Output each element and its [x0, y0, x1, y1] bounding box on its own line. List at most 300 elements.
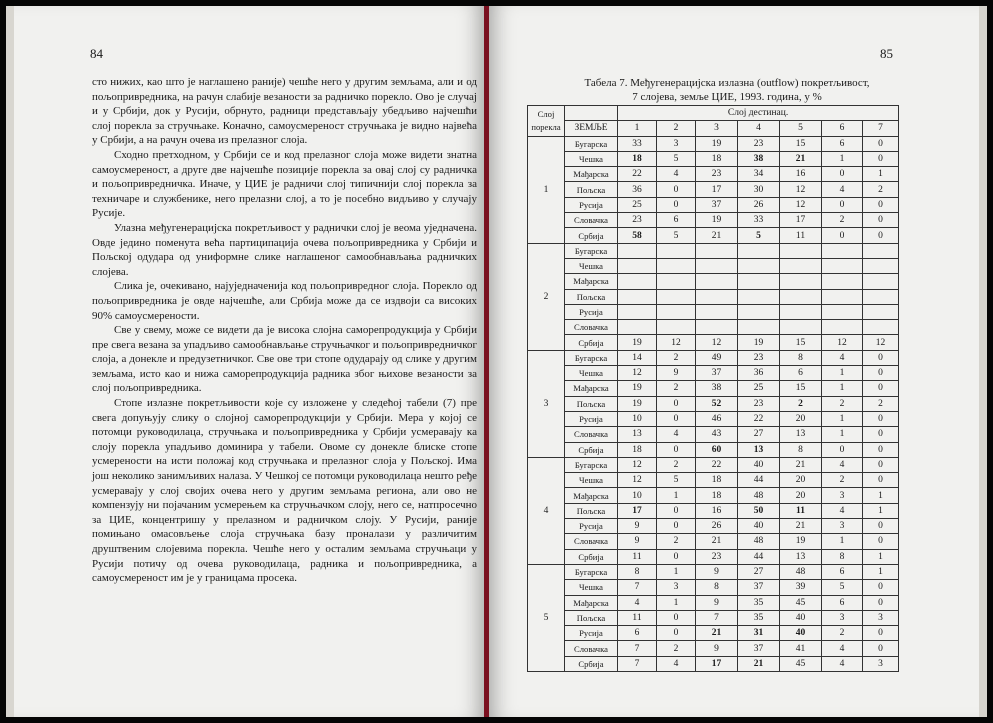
value-cell — [696, 274, 738, 289]
value-cell: 23 — [738, 136, 780, 151]
value-cell: 58 — [618, 228, 657, 243]
value-cell: 16 — [696, 503, 738, 518]
country-cell: Пољска — [565, 503, 618, 518]
value-cell: 6 — [822, 136, 863, 151]
country-cell: Словачка — [565, 427, 618, 442]
value-cell — [618, 258, 657, 273]
value-cell: 25 — [618, 197, 657, 212]
value-cell: 7 — [696, 610, 738, 625]
table-row — [528, 457, 899, 472]
value-cell: 0 — [863, 595, 899, 610]
value-cell: 19 — [696, 136, 738, 151]
value-cell: 2 — [780, 396, 822, 411]
value-cell: 34 — [738, 167, 780, 182]
value-cell — [822, 304, 863, 319]
table-row — [528, 167, 899, 182]
value-cell: 0 — [863, 411, 899, 426]
origin-cell: 3 — [528, 350, 565, 457]
value-cell: 39 — [780, 580, 822, 595]
value-cell: 3 — [822, 488, 863, 503]
table-row — [528, 274, 899, 289]
header-blank — [565, 106, 618, 121]
value-cell: 17 — [696, 182, 738, 197]
value-cell: 3 — [822, 519, 863, 534]
value-cell: 27 — [738, 564, 780, 579]
country-cell: Чешка — [565, 151, 618, 166]
value-cell — [822, 243, 863, 258]
value-cell: 46 — [696, 411, 738, 426]
value-cell: 0 — [657, 197, 696, 212]
country-cell: Мађарска — [565, 167, 618, 182]
value-cell: 2 — [657, 457, 696, 472]
value-cell: 11 — [780, 228, 822, 243]
value-cell: 60 — [696, 442, 738, 457]
value-cell: 7 — [618, 656, 657, 671]
value-cell: 0 — [657, 519, 696, 534]
value-cell: 3 — [863, 656, 899, 671]
value-cell: 5 — [657, 151, 696, 166]
value-cell: 23 — [696, 549, 738, 564]
value-cell: 7 — [618, 641, 657, 656]
value-cell: 0 — [863, 136, 899, 151]
table-row — [528, 549, 899, 564]
value-cell — [696, 320, 738, 335]
value-cell: 33 — [738, 213, 780, 228]
table-row — [528, 396, 899, 411]
header-dest-col: 7 — [863, 121, 899, 136]
value-cell — [738, 274, 780, 289]
book-edge-right — [979, 6, 987, 717]
value-cell: 2 — [822, 396, 863, 411]
table-row — [528, 213, 899, 228]
value-cell: 0 — [657, 442, 696, 457]
table-row — [528, 258, 899, 273]
value-cell: 41 — [780, 641, 822, 656]
value-cell: 23 — [738, 350, 780, 365]
value-cell — [657, 274, 696, 289]
value-cell: 12 — [657, 335, 696, 350]
value-cell: 12 — [780, 197, 822, 212]
value-cell: 15 — [780, 335, 822, 350]
value-cell: 1 — [863, 549, 899, 564]
value-cell — [618, 320, 657, 335]
value-cell: 16 — [780, 167, 822, 182]
value-cell: 35 — [738, 610, 780, 625]
value-cell — [738, 243, 780, 258]
country-cell: Пољска — [565, 289, 618, 304]
value-cell: 1 — [863, 503, 899, 518]
value-cell — [657, 243, 696, 258]
value-cell: 44 — [738, 549, 780, 564]
value-cell — [822, 274, 863, 289]
value-cell: 5 — [657, 228, 696, 243]
table-row — [528, 182, 899, 197]
value-cell: 9 — [696, 564, 738, 579]
country-cell: Србија — [565, 656, 618, 671]
country-cell: Словачка — [565, 213, 618, 228]
table-row — [528, 473, 899, 488]
value-cell — [822, 258, 863, 273]
country-cell: Словачка — [565, 641, 618, 656]
table-row — [528, 136, 899, 151]
value-cell: 8 — [696, 580, 738, 595]
country-cell: Пољска — [565, 396, 618, 411]
value-cell — [738, 258, 780, 273]
value-cell: 1 — [822, 411, 863, 426]
value-cell — [780, 258, 822, 273]
value-cell: 4 — [822, 182, 863, 197]
value-cell — [822, 289, 863, 304]
value-cell: 35 — [738, 595, 780, 610]
value-cell: 0 — [863, 442, 899, 457]
country-cell: Русија — [565, 304, 618, 319]
value-cell — [863, 289, 899, 304]
value-cell: 3 — [822, 610, 863, 625]
value-cell: 4 — [657, 656, 696, 671]
value-cell: 8 — [822, 549, 863, 564]
value-cell: 1 — [863, 167, 899, 182]
value-cell: 12 — [863, 335, 899, 350]
value-cell: 0 — [822, 197, 863, 212]
value-cell — [618, 289, 657, 304]
value-cell: 6 — [822, 564, 863, 579]
value-cell — [657, 258, 696, 273]
value-cell: 33 — [618, 136, 657, 151]
caption-line: 7 слојева, земље ЦИЕ, 1993. година, у % — [632, 91, 822, 103]
caption-line: Табела 7. Међугенерациjска излазна (outflow) покретљивост, — [584, 77, 870, 89]
table-row — [528, 335, 899, 350]
value-cell: 0 — [657, 411, 696, 426]
value-cell: 45 — [780, 595, 822, 610]
value-cell: 13 — [738, 442, 780, 457]
value-cell: 40 — [780, 626, 822, 641]
value-cell: 4 — [657, 427, 696, 442]
country-cell: Чешка — [565, 366, 618, 381]
value-cell: 0 — [863, 350, 899, 365]
table-row — [528, 243, 899, 258]
country-cell: Србија — [565, 228, 618, 243]
country-cell: Србија — [565, 549, 618, 564]
value-cell: 2 — [657, 641, 696, 656]
value-cell: 23 — [738, 396, 780, 411]
table-row — [528, 304, 899, 319]
value-cell — [780, 289, 822, 304]
value-cell: 19 — [780, 534, 822, 549]
value-cell: 21 — [738, 656, 780, 671]
value-cell — [780, 320, 822, 335]
value-cell: 17 — [780, 213, 822, 228]
table-row — [528, 442, 899, 457]
value-cell: 5 — [738, 228, 780, 243]
value-cell: 43 — [696, 427, 738, 442]
value-cell: 12 — [696, 335, 738, 350]
value-cell: 4 — [822, 656, 863, 671]
value-cell: 3 — [657, 136, 696, 151]
country-cell: Бугарска — [565, 564, 618, 579]
country-cell: Чешка — [565, 580, 618, 595]
value-cell: 12 — [618, 473, 657, 488]
value-cell: 0 — [863, 534, 899, 549]
value-cell: 4 — [657, 167, 696, 182]
value-cell: 44 — [738, 473, 780, 488]
book-edge-left — [6, 6, 14, 717]
table-caption — [527, 76, 927, 104]
value-cell: 40 — [780, 610, 822, 625]
value-cell: 26 — [738, 197, 780, 212]
value-cell: 21 — [780, 457, 822, 472]
value-cell — [657, 320, 696, 335]
paragraph: Слика је, очекивано, најуједначенија код пољопривредног слоја. Порекло од пољопривредника је овде најчешће, али Србија може да се издвоји са високих 90% самоусмерености. — [92, 280, 477, 322]
table-row — [528, 488, 899, 503]
value-cell — [863, 274, 899, 289]
value-cell: 40 — [738, 457, 780, 472]
value-cell: 4 — [822, 350, 863, 365]
value-cell — [780, 243, 822, 258]
value-cell: 38 — [696, 381, 738, 396]
country-cell: Русија — [565, 197, 618, 212]
page-number: 84 — [90, 46, 103, 61]
value-cell: 19 — [618, 381, 657, 396]
value-cell: 2 — [822, 626, 863, 641]
value-cell: 9 — [618, 519, 657, 534]
country-cell: Бугарска — [565, 350, 618, 365]
country-cell: Бугарска — [565, 136, 618, 151]
value-cell: 18 — [696, 473, 738, 488]
value-cell: 0 — [657, 396, 696, 411]
mobility-table — [527, 105, 899, 672]
value-cell: 18 — [618, 151, 657, 166]
value-cell: 21 — [780, 151, 822, 166]
country-cell: Словачка — [565, 534, 618, 549]
value-cell: 1 — [822, 366, 863, 381]
value-cell: 37 — [738, 641, 780, 656]
value-cell: 1 — [657, 564, 696, 579]
paragraph: сто нижих, као што је наглашено раније) чешће него у другим земљама, али и од пољопривредника, на рачун слабије везаности за радничко порекло. Ово је случај и у Србији, док у Русији, обрнуто, радници представљају убедљиво најчешћи слој порекла за стручњаке. Коначно, самоусмереност стручњака је видно највећа у Србији, а на рачун очева из прелазног слоја. — [92, 76, 477, 147]
table-row — [528, 320, 899, 335]
value-cell: 37 — [738, 580, 780, 595]
value-cell: 0 — [657, 626, 696, 641]
header-destination: Слој дестинац. — [618, 106, 899, 121]
value-cell: 0 — [863, 519, 899, 534]
value-cell: 19 — [618, 396, 657, 411]
value-cell — [696, 243, 738, 258]
value-cell — [863, 243, 899, 258]
value-cell: 4 — [822, 503, 863, 518]
body-text — [92, 75, 477, 586]
value-cell: 14 — [618, 350, 657, 365]
table-row — [528, 626, 899, 641]
value-cell: 0 — [863, 213, 899, 228]
value-cell: 9 — [618, 534, 657, 549]
table-row — [528, 197, 899, 212]
table-row — [528, 564, 899, 579]
value-cell: 52 — [696, 396, 738, 411]
value-cell: 1 — [822, 381, 863, 396]
value-cell: 40 — [738, 519, 780, 534]
value-cell: 19 — [618, 335, 657, 350]
value-cell: 10 — [618, 488, 657, 503]
value-cell — [696, 304, 738, 319]
table-row — [528, 151, 899, 166]
value-cell: 36 — [738, 366, 780, 381]
value-cell: 25 — [738, 381, 780, 396]
value-cell: 12 — [618, 457, 657, 472]
value-cell: 22 — [618, 167, 657, 182]
value-cell — [863, 320, 899, 335]
value-cell: 0 — [657, 549, 696, 564]
value-cell: 20 — [780, 411, 822, 426]
value-cell: 19 — [696, 213, 738, 228]
value-cell: 45 — [780, 656, 822, 671]
table-row — [528, 519, 899, 534]
value-cell: 2 — [822, 473, 863, 488]
value-cell — [657, 304, 696, 319]
value-cell: 0 — [822, 228, 863, 243]
value-cell — [738, 304, 780, 319]
value-cell: 0 — [822, 442, 863, 457]
value-cell: 21 — [696, 534, 738, 549]
table-row — [528, 595, 899, 610]
value-cell: 50 — [738, 503, 780, 518]
country-cell: Пољска — [565, 182, 618, 197]
value-cell: 0 — [863, 473, 899, 488]
country-cell: Бугарска — [565, 243, 618, 258]
country-cell: Пољска — [565, 610, 618, 625]
value-cell: 15 — [780, 381, 822, 396]
right-page — [489, 6, 979, 717]
header-dest-col: 2 — [657, 121, 696, 136]
country-cell: Мађарска — [565, 381, 618, 396]
value-cell: 3 — [657, 580, 696, 595]
value-cell: 21 — [780, 519, 822, 534]
value-cell: 27 — [738, 427, 780, 442]
value-cell — [738, 289, 780, 304]
table-header-row — [528, 121, 899, 136]
table-row — [528, 381, 899, 396]
paragraph: Сходно претходном, у Србији се и код прелазног слоја може видети знатна самоусмереност, а друге две најчешће позиције порекла за овај слој су радничка и пољопривредничка. Иначе, у ЦИЕ је радничи слој типичнији слој порекла за техничаре и службенике, него прелазни слој, а то је посебно видљиво у случају Русије. — [92, 148, 477, 220]
value-cell — [738, 320, 780, 335]
value-cell: 37 — [696, 366, 738, 381]
header-dest-col: 4 — [738, 121, 780, 136]
page-number: 85 — [880, 46, 893, 61]
value-cell — [618, 243, 657, 258]
origin-cell: 5 — [528, 564, 565, 671]
country-cell: Мађарска — [565, 595, 618, 610]
value-cell: 20 — [780, 488, 822, 503]
value-cell: 19 — [738, 335, 780, 350]
value-cell: 4 — [822, 641, 863, 656]
value-cell: 6 — [780, 366, 822, 381]
value-cell: 21 — [696, 228, 738, 243]
value-cell: 0 — [822, 167, 863, 182]
value-cell: 12 — [822, 335, 863, 350]
value-cell: 1 — [822, 427, 863, 442]
value-cell: 21 — [696, 626, 738, 641]
header-dest-col: 5 — [780, 121, 822, 136]
value-cell: 23 — [618, 213, 657, 228]
value-cell: 6 — [618, 626, 657, 641]
value-cell: 48 — [738, 488, 780, 503]
table-row — [528, 656, 899, 671]
header-countries: ЗЕМЉЕ — [565, 121, 618, 136]
table-row — [528, 534, 899, 549]
value-cell: 1 — [822, 151, 863, 166]
value-cell — [657, 289, 696, 304]
value-cell — [618, 304, 657, 319]
value-cell: 8 — [780, 350, 822, 365]
value-cell: 9 — [696, 595, 738, 610]
value-cell: 36 — [618, 182, 657, 197]
value-cell: 31 — [738, 626, 780, 641]
table-row — [528, 503, 899, 518]
paragraph: Улазна међугенерацијска покретљивост у раднички слој је веома уједначена. Овде једино поменута већа партиципација очева пољопривредника у Србији и Пољској одудара од униформне слике наглашеног самообнављања радничких слојева. — [92, 221, 477, 278]
left-page — [14, 6, 484, 717]
value-cell — [696, 289, 738, 304]
origin-cell: 2 — [528, 243, 565, 350]
value-cell: 2 — [863, 182, 899, 197]
value-cell: 15 — [780, 136, 822, 151]
table-row — [528, 427, 899, 442]
value-cell: 0 — [657, 610, 696, 625]
table-row — [528, 228, 899, 243]
table-row — [528, 366, 899, 381]
value-cell: 23 — [696, 167, 738, 182]
value-cell: 11 — [618, 610, 657, 625]
value-cell: 11 — [618, 549, 657, 564]
value-cell: 0 — [863, 381, 899, 396]
value-cell: 1 — [863, 488, 899, 503]
country-cell: Србија — [565, 442, 618, 457]
table-row — [528, 580, 899, 595]
value-cell: 0 — [657, 182, 696, 197]
value-cell: 0 — [863, 228, 899, 243]
value-cell — [780, 304, 822, 319]
country-cell: Русија — [565, 411, 618, 426]
value-cell — [822, 320, 863, 335]
value-cell: 18 — [618, 442, 657, 457]
value-cell: 12 — [780, 182, 822, 197]
table-header-row — [528, 106, 899, 121]
value-cell: 5 — [822, 580, 863, 595]
value-cell — [696, 258, 738, 273]
value-cell: 4 — [618, 595, 657, 610]
value-cell: 0 — [863, 151, 899, 166]
value-cell: 37 — [696, 197, 738, 212]
value-cell: 10 — [618, 411, 657, 426]
value-cell: 13 — [780, 427, 822, 442]
value-cell: 3 — [863, 610, 899, 625]
country-cell: Словачка — [565, 320, 618, 335]
value-cell: 1 — [657, 488, 696, 503]
value-cell: 0 — [863, 457, 899, 472]
paragraph: Стопе излазне покретљивости које су изложене у следећој табели (7) пре свега допуњују слику о слојној саморепродукцији у Србији. Мера у којој се потомци руководилаца, стручњака и пољопривредника у Србији усмеравају ка слоју порекла упадљиво доминира у табели. Овоме су донекле блиске стопе усмерености на исти положај код стручњака и прелазног слоја у Пољској. Има још неколико занимљивих налаза. У Чешкој се потомци руководилаца нешто ређе усмеравају у слој својих очева него у другим земљама региона, али ово не компензују ни појачаним усмерењем ка стручњачком слоју, него се, натпросечно за ЦИЕ, концентришу у прелазном и радничком слоју. У Русији, раније помињано омасовљење слоја стручњака базу проналази у различитим друштвеним слојевима порекла. Чешће него у осталим земљама стручњаци у Русији потичу од очева руководилаца, радника и пољопривредника, а самоусмереност им је у границама просека. — [92, 397, 477, 585]
value-cell — [863, 304, 899, 319]
value-cell: 6 — [822, 595, 863, 610]
value-cell: 4 — [822, 457, 863, 472]
value-cell: 2 — [657, 381, 696, 396]
value-cell: 22 — [696, 457, 738, 472]
table-row — [528, 411, 899, 426]
value-cell: 8 — [780, 442, 822, 457]
value-cell: 48 — [738, 534, 780, 549]
value-cell: 18 — [696, 488, 738, 503]
value-cell: 1 — [822, 534, 863, 549]
value-cell: 6 — [657, 213, 696, 228]
header-dest-col: 1 — [618, 121, 657, 136]
value-cell: 7 — [618, 580, 657, 595]
value-cell: 2 — [822, 213, 863, 228]
value-cell: 22 — [738, 411, 780, 426]
